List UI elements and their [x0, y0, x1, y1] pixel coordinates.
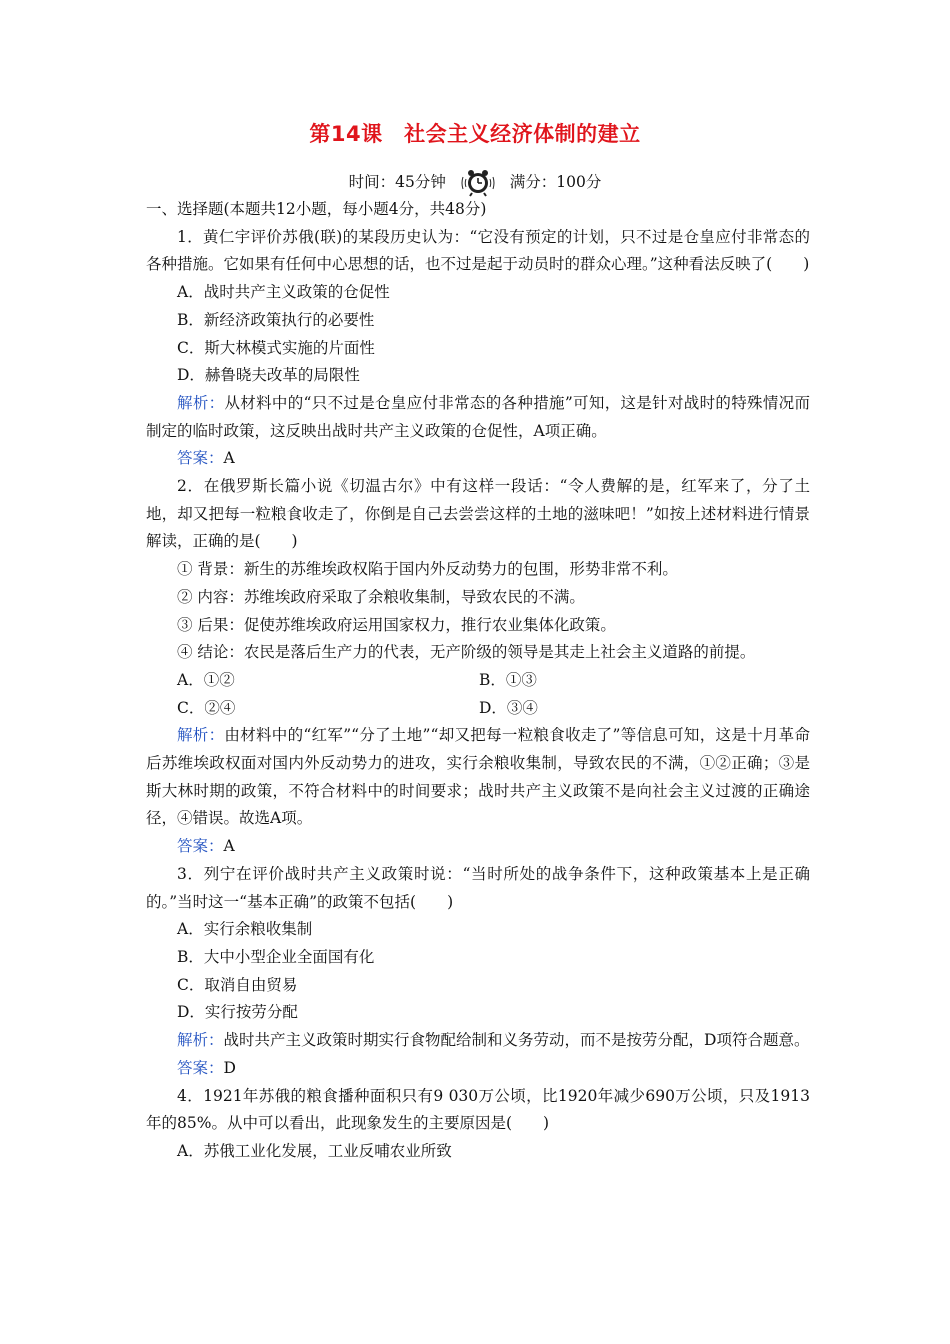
q2-option-a: A．①②: [177, 670, 235, 689]
answer-label: 答案：: [177, 837, 224, 856]
q1-option-d: D．赫鲁晓夫改革的局限性: [177, 366, 360, 385]
q3-answer-value: D: [223, 1058, 236, 1077]
q2-answer-value: A: [223, 837, 235, 856]
q2-analysis: [146, 722, 810, 833]
q2-answer: [146, 833, 810, 861]
q2-item-1: ① 背景：新生的苏维埃政权陷于国内外反动势力的包围，形势非常不利。: [177, 560, 678, 579]
analysis-label: 解析：: [177, 726, 225, 745]
q1-answer: [146, 445, 810, 473]
q1-analysis: [146, 390, 810, 445]
q3-option-c: C．取消自由贸易: [177, 975, 298, 994]
q3-analysis: [146, 1027, 810, 1055]
q2-item-4: ④ 结论：农民是落后生产力的代表，无产阶级的领导是其走上社会主义道路的前提。: [177, 643, 756, 662]
q1-answer-value: A: [223, 449, 235, 468]
q3-option-b: B．大中小型企业全面国有化: [177, 947, 375, 966]
time-limit: 时间：45分钟: [348, 173, 446, 191]
q3-option-d: D．实行按劳分配: [177, 1003, 298, 1022]
answer-label: 答案：: [177, 1058, 224, 1077]
q2-option-d: D．③④: [479, 698, 538, 717]
q1-option-a: A．战时共产主义政策的仓促性: [177, 283, 390, 302]
q4-option-a: A．苏俄工业化发展，工业反哺农业所致: [177, 1141, 452, 1160]
q1-analysis-text: 从材料中的“只不过是仓皇应付非常态的各种措施”可知，这是针对战时的特殊情况而制定的临时政策，这反映出战时共产主义政策的仓促性，A项正确。: [146, 393, 810, 440]
question-2-stem: 2．在俄罗斯长篇小说《切温古尔》中有这样一段话：“令人费解的是，红军来了，分了土地，却又把每一粒粮食收走了，你倒是自己去尝尝这样的土地的滋味吧！”如按上述材料进行情景解读，正确的是( ): [146, 477, 810, 551]
q1-option-c: C．斯大林模式实施的片面性: [177, 338, 375, 357]
q2-option-b: B．①③: [479, 670, 537, 689]
section-heading: 一、选择题(本题共12小题，每小题4分，共48分): [146, 200, 487, 218]
alarm-clock-icon: [459, 167, 497, 197]
time-score-row: [0, 166, 950, 196]
q2-item-2: ② 内容：苏维埃政府采取了余粮收集制，导致农民的不满。: [177, 587, 585, 606]
analysis-label: 解析：: [177, 393, 225, 412]
q3-option-a: A．实行余粮收集制: [177, 920, 313, 939]
page-title: 第14课 社会主义经济体制的建立: [309, 122, 641, 146]
question-content: [146, 196, 810, 1166]
q2-options-row-1: [146, 667, 810, 695]
full-score: 满分：100分: [509, 173, 602, 191]
question-3-stem: 3．列宁在评价战时共产主义政策时说：“当时所处的战争条件下，这种政策基本上是正确的。”当时这一“基本正确”的政策不包括( ): [146, 864, 810, 911]
q2-option-c: C．②④: [177, 698, 236, 717]
q2-item-3: ③ 后果：促使苏维埃政府运用国家权力，推行农业集体化政策。: [177, 615, 616, 634]
q1-option-b: B．新经济政策执行的必要性: [177, 310, 375, 329]
question-1-stem: 1．黄仁宇评价苏俄(联)的某段历史认为：“它没有预定的计划，只不过是仓皇应付非常态的各种措施。它如果有任何中心思想的话，也不过是起于动员时的群众心理。”这种看法反映了( ): [146, 227, 810, 274]
q3-analysis-text: 战时共产主义政策时期实行食物配给制和义务劳动，而不是按劳分配，D项符合题意。: [223, 1031, 810, 1050]
q3-answer: [146, 1055, 810, 1083]
question-4-stem: 4．1921年苏俄的粮食播种面积只有9 030万公顷，比1920年减少690万公顷，只及1913年的85%。从中可以看出，此现象发生的主要原因是( ): [146, 1086, 810, 1133]
analysis-label: 解析：: [177, 1031, 224, 1050]
answer-label: 答案：: [177, 449, 224, 468]
q2-analysis-text: 由材料中的“红军”“分了土地”“却又把每一粒粮食收走了”等信息可知，这是十月革命后苏维埃政权面对国内外反动势力的进攻，实行余粮收集制，导致农民的不满，①②正确；③是斯大林时期的政策，不符合材料中的时间要求；战时共产主义政策不是向社会主义过渡的正确途径，④错误。故选A项。: [146, 726, 810, 828]
q2-options-row-2: [146, 695, 810, 723]
